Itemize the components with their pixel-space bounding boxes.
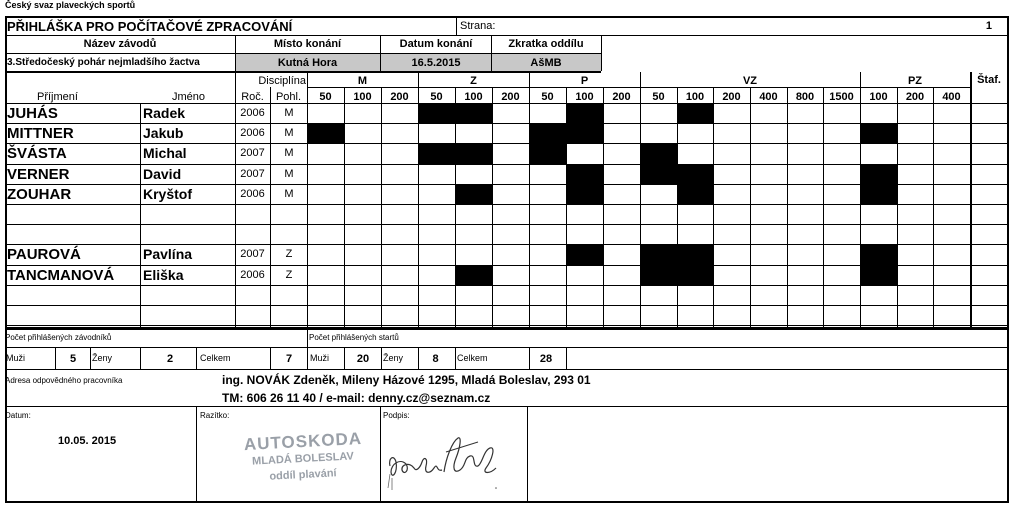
entry-mark — [529, 143, 567, 165]
swimmer-surname: ZOUHAR — [7, 186, 72, 203]
stamp-line-3: oddíl plavání — [269, 467, 337, 483]
grid-line — [5, 327, 1008, 330]
competitors-men-label: Muži — [6, 353, 26, 363]
distance-label-z-100: 100 — [464, 91, 483, 103]
swimmer-firstname: Pavlína — [143, 246, 193, 262]
starts-men-value: 20 — [356, 353, 370, 365]
club-abbr: AšMB — [530, 57, 562, 69]
grid-line — [5, 325, 1008, 326]
discipline-group-p: P — [580, 75, 589, 87]
distance-label-p-50: 50 — [541, 91, 554, 103]
grid-line — [307, 87, 970, 88]
distance-label-p-200: 200 — [612, 91, 631, 103]
discipline-group-vz: VZ — [742, 75, 758, 87]
entry-mark — [677, 164, 714, 185]
handwritten-signature — [386, 428, 506, 498]
grid-line — [140, 347, 141, 369]
grid-line — [5, 347, 1008, 348]
starts-total-value: 28 — [539, 353, 553, 365]
swimmer-firstname: Michal — [143, 145, 187, 161]
swimmer-sex: Z — [285, 248, 293, 260]
event-date: 16.5.2015 — [411, 57, 461, 69]
entry-mark — [566, 244, 604, 266]
competitors-men-value: 5 — [69, 353, 77, 365]
entry-mark — [860, 184, 898, 205]
entry-mark — [640, 164, 678, 185]
distance-label-m-100: 100 — [353, 91, 372, 103]
swimmer-year: 2006 — [240, 188, 265, 200]
event-name-label: Název závodů — [83, 38, 157, 50]
swimmer-year: 2006 — [240, 107, 265, 119]
entry-mark — [860, 265, 898, 286]
distance-label-pz-400: 400 — [942, 91, 961, 103]
grid-line — [527, 406, 528, 501]
stamp-line-2: MLADÁ BOLESLAV — [251, 450, 355, 468]
distance-label-vz-800: 800 — [795, 91, 815, 103]
grid-line — [601, 35, 602, 71]
starts-count-label: Počet přihlášených startů — [309, 333, 399, 342]
grid-line — [5, 224, 1008, 225]
entry-mark — [640, 265, 678, 286]
starts-total-label: Celkem — [457, 353, 488, 363]
swimmer-firstname: Jakub — [143, 125, 184, 141]
entry-mark — [677, 184, 714, 205]
swimmer-surname: MITTNER — [7, 125, 74, 142]
entry-mark — [566, 184, 604, 205]
distance-label-pz-100: 100 — [869, 91, 888, 103]
distance-label-z-200: 200 — [501, 91, 520, 103]
swimmer-surname: JUHÁS — [7, 105, 58, 122]
entry-mark — [566, 164, 604, 185]
starts-women-value: 8 — [432, 353, 439, 365]
swimmer-sex: M — [284, 168, 294, 180]
grid-line — [5, 305, 1008, 306]
entry-mark — [455, 143, 493, 165]
grid-line — [380, 35, 381, 71]
swimmer-firstname: Kryštof — [143, 186, 193, 202]
distance-label-m-50: 50 — [319, 91, 332, 103]
page-label: Strana: — [460, 20, 496, 32]
year-header: Roč. — [241, 91, 264, 103]
entry-mark — [418, 103, 456, 124]
competitors-total-value: 7 — [285, 353, 293, 365]
distance-label-p-100: 100 — [575, 91, 594, 103]
swimmer-firstname: Eliška — [143, 267, 184, 283]
swimmer-surname: ŠVÁSTA — [7, 145, 67, 162]
grid-line — [90, 347, 91, 369]
swimmer-year: 2007 — [240, 147, 265, 159]
grid-line — [491, 35, 492, 71]
competitors-women-value: 2 — [166, 353, 174, 365]
grid-line — [381, 347, 382, 369]
competitors-count-label: Počet přihlášených závodníků — [5, 333, 112, 342]
entry-mark — [677, 103, 714, 124]
entry-mark — [860, 164, 898, 185]
contact-address: ing. NOVÁK Zdeněk, Mileny Házové 1295, Mladá Boleslav, 293 01 — [222, 373, 591, 387]
starts-men-label: Muži — [310, 353, 330, 363]
discipline-label: Disciplína — [258, 75, 306, 87]
discipline-group-z: Z — [470, 75, 477, 87]
sex-header: Pohl. — [275, 91, 302, 103]
distance-label-vz-50: 50 — [652, 91, 665, 103]
date-label: Datum: — [5, 411, 31, 420]
swimmer-year: 2007 — [240, 168, 265, 180]
stamp-label: Razítko: — [200, 411, 230, 420]
distance-label-z-50: 50 — [430, 91, 443, 103]
relay-header: Štaf. — [977, 74, 1001, 86]
distance-label-vz-200: 200 — [722, 91, 741, 103]
distance-label-vz-1500: 1500 — [829, 91, 854, 103]
grid-line — [455, 347, 456, 369]
competitors-total-label: Celkem — [200, 353, 231, 363]
grid-line — [5, 164, 1008, 165]
competitors-women-label: Ženy — [92, 353, 113, 363]
entry-mark — [455, 184, 493, 205]
grid-line — [5, 501, 1008, 503]
distance-label-pz-200: 200 — [905, 91, 925, 103]
event-place: Kutná Hora — [277, 57, 338, 69]
grid-line — [5, 184, 1008, 185]
swimmer-sex: Z — [285, 269, 293, 281]
grid-line — [235, 35, 236, 71]
swimmer-surname: TANCMANOVÁ — [7, 267, 115, 284]
swimmer-sex: M — [284, 127, 294, 139]
entry-mark — [529, 123, 567, 144]
grid-line — [5, 53, 601, 54]
club-abbr-label: Zkratka oddílu — [508, 38, 584, 50]
swimmer-firstname: David — [143, 166, 182, 182]
surname-header: Příjmení — [37, 91, 78, 103]
swimmer-sex: M — [284, 107, 294, 119]
swimmer-firstname: Radek — [143, 105, 186, 121]
entry-mark — [677, 244, 714, 266]
swimmer-sex: M — [284, 188, 294, 200]
grid-line — [5, 123, 1008, 124]
grid-line — [5, 71, 601, 73]
grid-line — [140, 103, 141, 327]
form-title: PŘIHLÁŠKA PRO POČÍTAČOVÉ ZPRACOVÁNÍ — [7, 19, 293, 34]
grid-line — [55, 347, 56, 369]
grid-line — [196, 347, 197, 369]
entry-mark — [455, 265, 493, 286]
entry-mark — [307, 123, 345, 144]
grid-line — [5, 244, 1008, 245]
grid-line — [566, 347, 567, 369]
stamp-line-1: AUTOSKODA — [243, 428, 363, 455]
entry-mark — [455, 103, 493, 124]
swimmer-surname: PAUROVÁ — [7, 246, 81, 263]
event-name: 3.Středočeský pohár nejmladšího žactva — [7, 57, 200, 68]
entry-mark — [677, 265, 714, 286]
entry-mark — [418, 143, 456, 165]
firstname-header: Jméno — [172, 91, 206, 103]
discipline-group-pz: PZ — [907, 75, 923, 87]
starts-women-label: Ženy — [383, 353, 404, 363]
entry-mark — [860, 244, 898, 266]
grid-line — [196, 406, 197, 501]
page-number: 1 — [985, 20, 992, 32]
grid-line — [307, 330, 308, 369]
grid-line — [5, 369, 1008, 370]
entry-mark — [640, 244, 678, 266]
grid-line — [1007, 16, 1009, 503]
grid-line — [5, 35, 1008, 36]
grid-line — [5, 103, 1008, 104]
grid-line — [5, 285, 1008, 286]
contact-phone-email: TM: 606 26 11 40 / e-mail: denny.cz@seznam.cz — [222, 391, 491, 405]
signing-date: 10.05. 2015 — [58, 435, 117, 447]
entry-mark — [566, 123, 604, 144]
grid-line — [5, 204, 1008, 205]
entry-mark — [860, 123, 898, 144]
contact-label: Adresa odpovědného pracovníka — [5, 376, 123, 385]
distance-label-vz-100: 100 — [685, 91, 705, 103]
swimmer-surname: VERNER — [7, 166, 70, 183]
grid-line — [5, 265, 1008, 266]
grid-line — [5, 16, 1008, 18]
grid-line — [5, 406, 1008, 407]
swimmer-sex: M — [284, 147, 294, 159]
entry-mark — [566, 103, 604, 124]
grid-line — [5, 143, 1008, 144]
signature-label: Podpis: — [383, 411, 410, 420]
distance-label-m-200: 200 — [390, 91, 409, 103]
discipline-group-m: M — [357, 75, 368, 87]
event-place-label: Místo konání — [273, 38, 342, 50]
grid-line — [456, 17, 457, 35]
swimmer-year: 2006 — [240, 269, 265, 281]
distance-label-vz-400: 400 — [759, 91, 778, 103]
swimmer-year: 2006 — [240, 127, 265, 139]
grid-line — [380, 406, 381, 501]
organization-name: Český svaz plaveckých sportů — [5, 0, 136, 10]
entry-mark — [640, 143, 678, 165]
event-date-label: Datum konání — [399, 38, 473, 50]
swimmer-year: 2007 — [240, 248, 265, 260]
